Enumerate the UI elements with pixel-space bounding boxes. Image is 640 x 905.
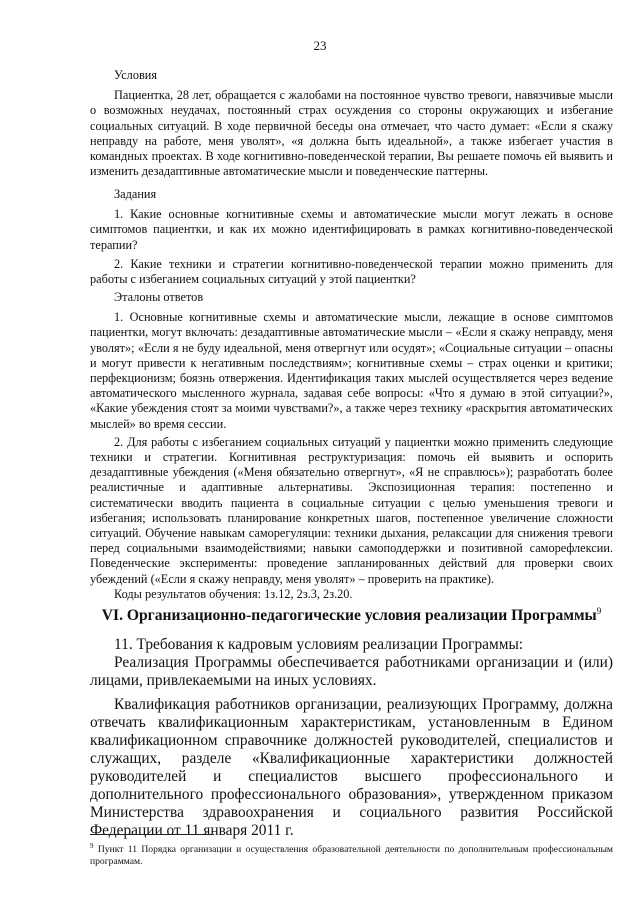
- footnote-separator: [90, 834, 214, 835]
- section-title: VI. Организационно-педагогические условия реализации Программы: [101, 607, 597, 625]
- tasks-label: Задания: [114, 187, 157, 201]
- footnote: [90, 840, 613, 868]
- staffing-block: [90, 636, 613, 840]
- footnote-text: Пункт 11 Порядка организации и осуществления образовательной деятельности по дополнительным профессиональным программам.: [90, 844, 613, 868]
- answer-item-1: 1. Основные когнитивные схемы и автоматические мысли, лежащие в основе симптомов пациентки, могут включать: дезадаптивные автоматические мысли – «Если я скажу неправду, меня уволят»; «Если я не буду идеальной, меня отвергнут или осудят»; «Социальные ситуации – опасны и могут привести к негативным последствиям»; когнитивные схемы – страх оценки и критики; перфекционизм; боязнь отвержения. Идентификация таких мыслей осуществляется через ведение автоматического мысленного журнала, задавая себе вопросы: «Что я думаю в этой ситуации?», «Какие убеждения стоят за моими чувствами?», а также через технику «раскрытия автоматических мыслей» во время сессии.: [90, 310, 613, 431]
- page-number: 23: [313, 38, 327, 53]
- answer-item-2: 2. Для работы с избеганием социальных ситуаций у пациентки можно применить следующие техники и стратегии. Когнитивная реструктуризация: помочь ей выявить и оспорить дезадаптивные убеждения («Меня обязательно отвергнут», «Я не справлюсь»); разработать более реалистичные и адаптивные альтернативы. Экспозиционная терапия: постепенно и систематически вводить пациента в социальные ситуации с целью уменьшения тревоги и избегания; использовать планирование конкретных шагов, постепенное увеличение сложности ситуаций. Обучение навыкам саморегуляции: техники дыхания, релаксации для снижения тревоги перед социальными взаимодействиями; навыки самоподдержки и позитивной саморефлексии. Поведенческие эксперименты: проведение запланированных действий для проверки своих убеждений («Если я скажу неправду, меня уволят» – проверить на практике).: [90, 434, 613, 586]
- task-item-2: 2. Какие техники и стратегии когнитивно-поведенческой терапии можно применить для работы с избеганием социальных ситуаций у этой пациентки?: [90, 256, 613, 287]
- conditions-block: [90, 68, 613, 179]
- task-item-1: 1. Какие основные когнитивные схемы и автоматические мысли могут лежать в основе симптомов пациентки, и как их можно идентифицировать в рамках когнитивно-поведенческой терапии?: [90, 207, 613, 252]
- footnote-mark: 9: [90, 842, 94, 850]
- tasks-block: [90, 187, 613, 287]
- conditions-text: Пациентка, 28 лет, обращается с жалобами на постоянное чувство тревоги, навязчивые мысли о возможных неудачах, постоянный страх осуждения со стороны окружающих и избегание социальных ситуаций. В ходе первичной беседы она отмечает, что часто думает: «Если я скажу неправду на работе, меня уволят», «я должна быть идеальной», а также избегает участия в командных проектах. В ходе когнитивно-поведенческой терапии, Вы решаете помочь ей выявить и изменить дезадаптивные автоматические мысли и поведенческие паттерны.: [90, 88, 613, 179]
- staffing-requirements-title: 11. Требования к кадровым условиям реализации Программы:: [114, 636, 524, 653]
- answers-block: [90, 290, 613, 602]
- section-footnote-mark: 9: [596, 606, 602, 616]
- staffing-paragraph-1: Реализация Программы обеспечивается работниками организации и (или) лицами, привлекаемыми на иных условиях.: [90, 654, 613, 689]
- staffing-paragraph-2: Квалификация работников организации, реализующих Программу, должна отвечать квалификационным характеристикам, установленным в Едином квалификационном справочнике должностей руководителей, специалистов и служащих, разделе «Квалификационные характеристики должностей руководителей и специалистов высшего профессионального и дополнительного профессионального образования», утвержденном приказом Министерства здравоохранения и социального развития Российской Федерации от 11 января 2011 г.: [90, 696, 613, 839]
- learning-codes: Коды результатов обучения: 1з.12, 2з.3, 2з.20.: [114, 586, 353, 601]
- section-heading: [90, 606, 613, 625]
- answers-label: Эталоны ответов: [114, 290, 204, 304]
- conditions-label: Условия: [114, 68, 158, 82]
